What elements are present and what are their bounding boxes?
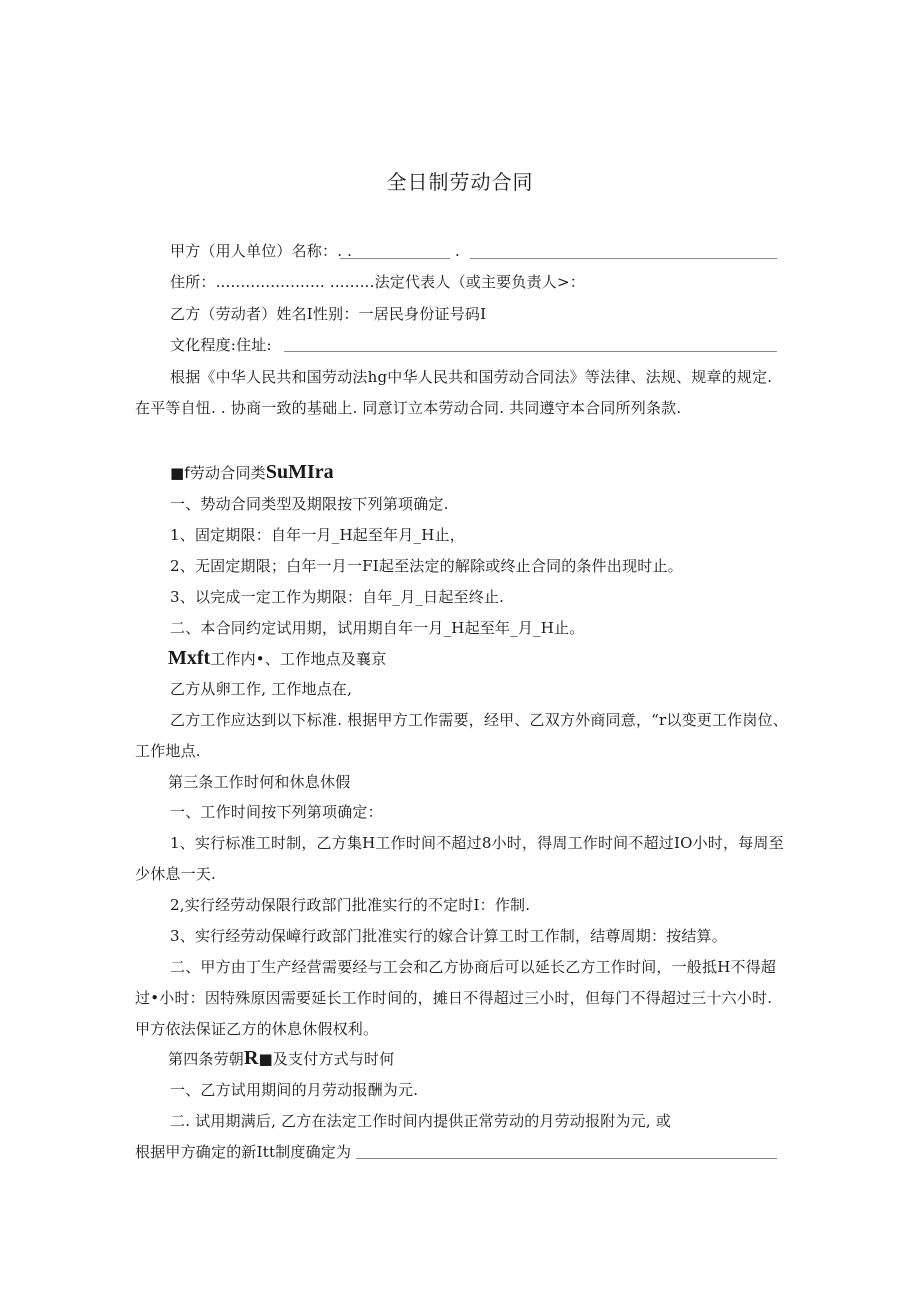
article-2-para-1: 乙方从卵工作, 工作地点在, [170, 680, 353, 698]
basis-paragraph-line2: 在平等自忸. . 协商一致的基础上. 同意订立本劳动合同. 共同遵守本合同所列条款. [135, 399, 682, 417]
party-a-name-line: 甲方（用人单位）名称：. . [170, 242, 353, 260]
article-2-para-2: 乙方工作应达到以下标准. 根据甲方工作需要，经甲、乙双方外商同意，“r以变更工作岗位、 [170, 711, 788, 729]
article-1-heading [170, 462, 334, 483]
article-3-para-5: 3、实行经劳动保嶂行政部门批准实行的嫁合计算工时工作制，结尊周期：按结算。 [170, 927, 727, 945]
education-address-line: 文化程度:住址: [170, 336, 272, 354]
article-2-heading-text: 工作内•、工作地点及襄京 [210, 650, 387, 668]
article-1-para-3: 2、无固定期限；白年一月一FI起至法定的解除或终止合同的条件出现时止。 [170, 557, 683, 575]
party-a-dot: . [455, 242, 460, 260]
article-4-heading-text: 第四条劳朝 [168, 1050, 245, 1068]
article-4-heading-latin: R [244, 1047, 259, 1069]
article-2-para-3: 工作地点. [135, 742, 201, 760]
party-a-fill-underline [470, 258, 777, 259]
document-title: 全日制劳动合同 [386, 170, 534, 194]
article-1-para-4: 3、以完成一定工作为期限：自年_月_日起至终止. [170, 588, 505, 606]
article-3-para-7: 过•小时：因特殊原因需要延长工作时间的，摊日不得超过三小时，但每门不得超过三十六小时. [135, 989, 773, 1007]
article-1-para-2: 1、固定期限：自年一月_H起至年月_H止， [170, 526, 465, 544]
education-address-underline [284, 351, 777, 352]
article-4-para-3: 根据甲方确定的新Itt制度确定为 [135, 1143, 352, 1161]
article-4-para-1: 一、乙方试用期间的月劳动报酬为元. [170, 1081, 419, 1099]
article-3-para-1: 一、工作时间按下列第项确定： [170, 803, 383, 821]
article-1-heading-text: ■f劳动合同类 [170, 464, 266, 482]
article-4-heading-rest: ■及支付方式与时何 [258, 1050, 395, 1068]
salary-system-underline [356, 1158, 777, 1159]
party-a-blank-underline [340, 258, 450, 259]
article-2-heading [168, 648, 386, 669]
address-legal-rep-line: 住所：...................... .........法定代表人（或主要负责人>： [170, 273, 585, 291]
article-3-heading: 第三条工作时何和休息休假 [168, 773, 351, 791]
article-3-para-6: 二、甲方由丁生产经营需要经与工会和乙方协商后可以延长乙方工作时间，一般抵H不得超 [170, 958, 777, 976]
article-4-para-2: 二. 试用期满后, 乙方在法定工作时间内提供正常劳动的月劳动报附为元, 或 [170, 1112, 672, 1130]
party-b-line: 乙方（劳动者）姓名I性别：一居民身份证号码I [170, 305, 487, 323]
basis-paragraph-line1: 根据《中华人民共和国劳动法hg中华人民共和国劳动合同法》等法律、法规、规章的规定. [170, 368, 773, 386]
article-4-heading [168, 1048, 394, 1069]
article-2-heading-latin: Mxft [168, 647, 211, 669]
article-3-para-3: 少休息一天. [135, 865, 216, 883]
article-3-para-8: 甲方依法保证乙方的休息休假权利。 [135, 1020, 379, 1038]
article-1-para-5: 二、本合同约定试用期，试用期自年一月_H起至年_月_H止。 [170, 619, 585, 637]
article-3-para-4: 2,实行经劳动保限行政部门批准实行的不定时I：作制. [170, 896, 531, 914]
article-1-heading-latin: SuMIra [265, 461, 334, 483]
article-3-para-2: 1、实行标准工时制，乙方集H工作时间不超过8小时，得周工作时间不超过IO小时，每周至 [170, 834, 784, 852]
article-1-para-1: 一、势动合同类型及期限按下列第项确定. [170, 495, 449, 513]
